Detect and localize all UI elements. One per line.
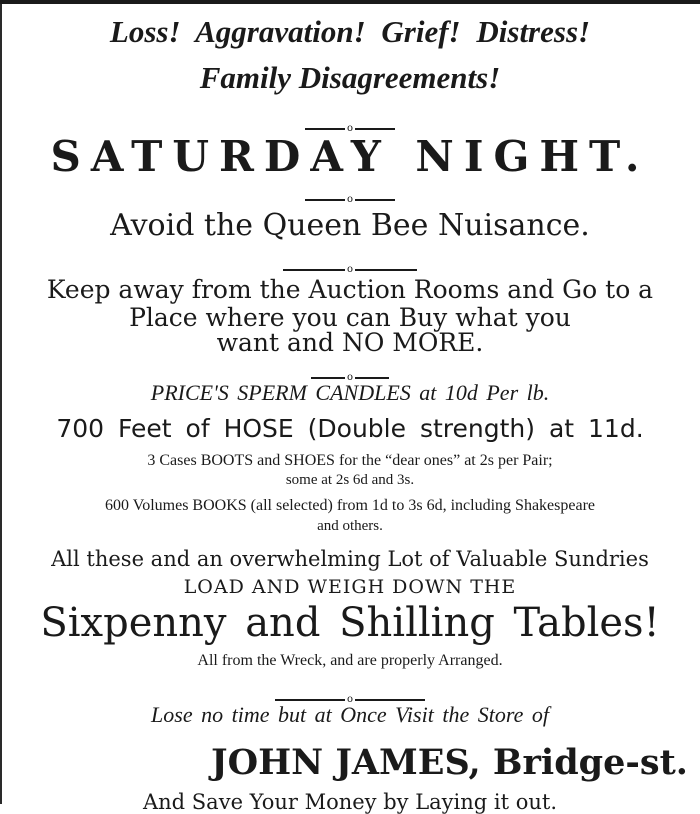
headline-line-1: Loss! Aggravation! Grief! Distress! (109, 14, 591, 49)
keep-away-line-3: want and NO MORE. (216, 328, 484, 357)
save-money-line: And Save Your Money by Laying it out. (142, 790, 558, 814)
wreck-line: All from the Wreck, and are properly Arranged. (197, 652, 503, 669)
sundries-line: All these and an overwhelming Lot of Valuable Sundries (51, 547, 649, 571)
candles-offer: PRICE'S SPERM CANDLES at 10d Per lb. (150, 380, 550, 405)
separator: o (0, 186, 700, 205)
separator: o (0, 256, 700, 275)
books-offer-line-1: 600 Volumes BOOKS (all selected) from 1d to 3s 6d, including Shakespeare (105, 497, 595, 514)
store-name: JOHN JAMES, Bridge-st. (211, 742, 688, 783)
visit-store-line: Lose no time but at Once Visit the Store of (151, 702, 549, 727)
boots-offer-line-2: some at 2s 6d and 3s. (285, 472, 415, 488)
tables-heading: Sixpenny and Shilling Tables! (40, 600, 660, 646)
saturday-night-heading: SATURDAY NIGHT. (50, 132, 650, 181)
avoid-heading: Avoid the Queen Bee Nuisance. (110, 208, 590, 243)
books-offer-line-2: and others. (317, 518, 383, 534)
top-rule (0, 0, 700, 4)
keep-away-line-2: Place where you can Buy what you (129, 303, 571, 332)
keep-away-line-1: Keep away from the Auction Rooms and Go to a (46, 275, 654, 304)
separator: o (0, 686, 700, 705)
hose-offer: 700 Feet of HOSE (Double strength) at 11d. (56, 414, 644, 443)
separator: o (0, 115, 700, 134)
separator: o (0, 364, 700, 383)
headline-line-2: Family Disagreements! (199, 60, 501, 95)
boots-offer-line-1: 3 Cases BOOTS and SHOES for the “dear ones” at 2s per Pair; (147, 452, 553, 469)
load-line: LOAD AND WEIGH DOWN THE (183, 576, 517, 598)
